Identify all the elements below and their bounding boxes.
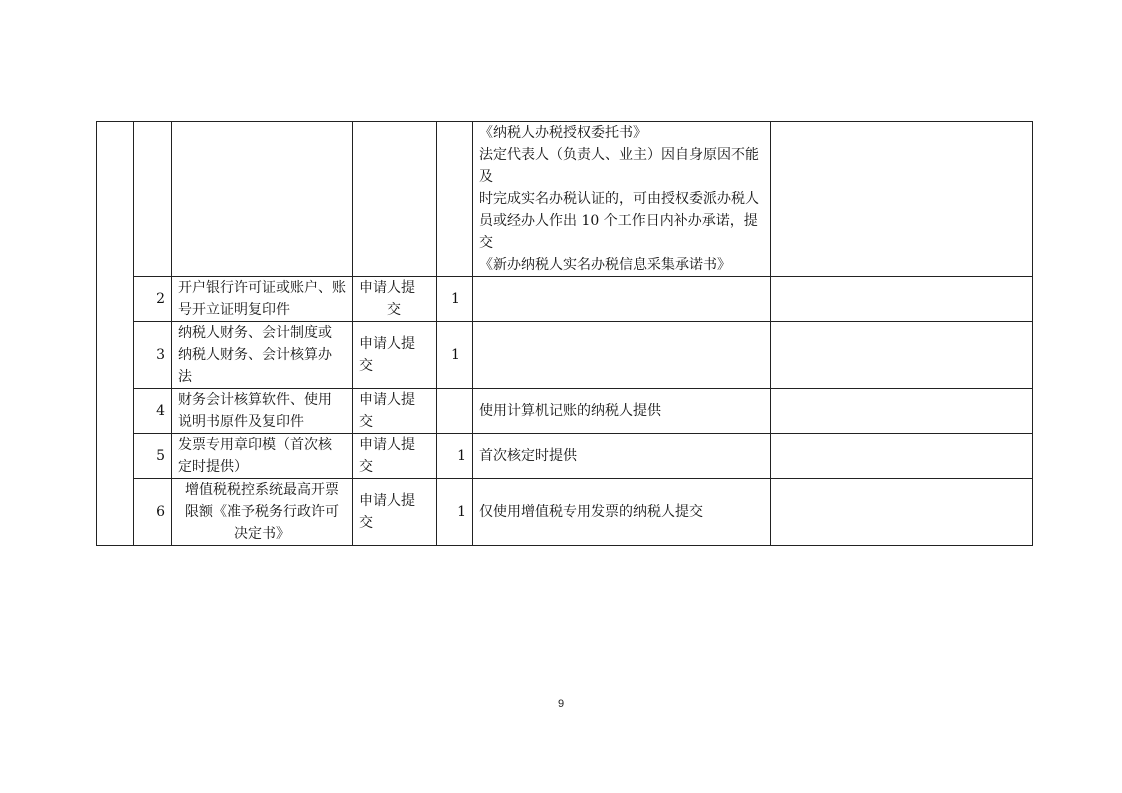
- count-cell: [437, 389, 473, 434]
- num-cell: 5: [134, 434, 172, 479]
- note-cell: [473, 122, 771, 277]
- note-line: 时完成实名办税认证的，可由授权委派办税人: [479, 191, 759, 207]
- name-line: 决定书》: [234, 526, 290, 542]
- name-line: 发票专用章印模（首次核: [178, 437, 332, 453]
- name-cell: [172, 122, 353, 277]
- name-cell: [172, 479, 353, 546]
- count-cell: 1: [437, 277, 473, 322]
- source-cell: [353, 434, 437, 479]
- note-line: 《新办纳税人实名办税信息采集承诺书》: [479, 257, 731, 273]
- table-row: [97, 389, 1033, 434]
- count-cell: 1: [437, 322, 473, 389]
- source-cell: [353, 277, 437, 322]
- source-line: 交: [387, 302, 401, 318]
- table-row: [97, 277, 1033, 322]
- name-line: 纳税人财务、会计制度或: [178, 325, 332, 341]
- remark-cell: [771, 122, 1033, 277]
- num-cell: 3: [134, 322, 172, 389]
- name-line: 财务会计核算软件、使用: [178, 392, 332, 408]
- table-row-continuation: [97, 122, 1033, 277]
- table-row: [97, 434, 1033, 479]
- count-cell: [437, 122, 473, 277]
- name-line: 号开立证明复印件: [178, 302, 290, 318]
- table-row: [97, 479, 1033, 546]
- count-cell: 1: [437, 434, 473, 479]
- name-line: 法: [178, 369, 192, 385]
- name-cell: [172, 322, 353, 389]
- remark-cell: [771, 479, 1033, 546]
- name-line: 说明书原件及复印件: [178, 414, 304, 430]
- source-cell: [353, 122, 437, 277]
- name-line: 纳税人财务、会计核算办: [178, 347, 332, 363]
- page-number: 9: [557, 698, 565, 710]
- note-cell: 仅使用增值税专用发票的纳税人提交: [473, 479, 771, 546]
- table-row: [97, 322, 1033, 389]
- name-line: 定时提供）: [178, 459, 248, 475]
- source-line: 申请人提: [359, 493, 415, 509]
- name-line: 限额《准予税务行政许可: [185, 504, 339, 520]
- source-line: 申请人提: [359, 280, 415, 296]
- name-line: 增值税税控系统最高开票: [185, 482, 339, 498]
- source-line: 交: [359, 515, 373, 531]
- num-cell: 2: [134, 277, 172, 322]
- source-cell: [353, 389, 437, 434]
- note-cell: [473, 277, 771, 322]
- source-line: 交: [359, 459, 373, 475]
- note-cell: 使用计算机记账的纳税人提供: [473, 389, 771, 434]
- source-line: 申请人提: [359, 392, 415, 408]
- remark-cell: [771, 322, 1033, 389]
- note-line: 《纳税人办税授权委托书》: [479, 125, 647, 141]
- materials-table: [96, 121, 1033, 546]
- num-cell: 6: [134, 479, 172, 546]
- source-line: 申请人提: [359, 336, 415, 352]
- remark-cell: [771, 389, 1033, 434]
- num-cell: 4: [134, 389, 172, 434]
- note-line: 员或经办人作出 10 个工作日内补办承诺，提交: [479, 213, 758, 251]
- source-cell: [353, 479, 437, 546]
- name-cell: [172, 389, 353, 434]
- name-cell: [172, 434, 353, 479]
- note-cell: [473, 322, 771, 389]
- name-cell: [172, 277, 353, 322]
- count-cell: 1: [437, 479, 473, 546]
- source-cell: [353, 322, 437, 389]
- note-line: 法定代表人（负责人、业主）因自身原因不能及: [479, 147, 759, 185]
- note-cell: 首次核定时提供: [473, 434, 771, 479]
- num-cell: [134, 122, 172, 277]
- name-line: 开户银行许可证或账户、账: [178, 280, 346, 296]
- remark-cell: [771, 277, 1033, 322]
- source-line: 申请人提: [359, 437, 415, 453]
- source-line: 交: [359, 358, 373, 374]
- source-line: 交: [359, 414, 373, 430]
- remark-cell: [771, 434, 1033, 479]
- group-cell: [97, 122, 134, 546]
